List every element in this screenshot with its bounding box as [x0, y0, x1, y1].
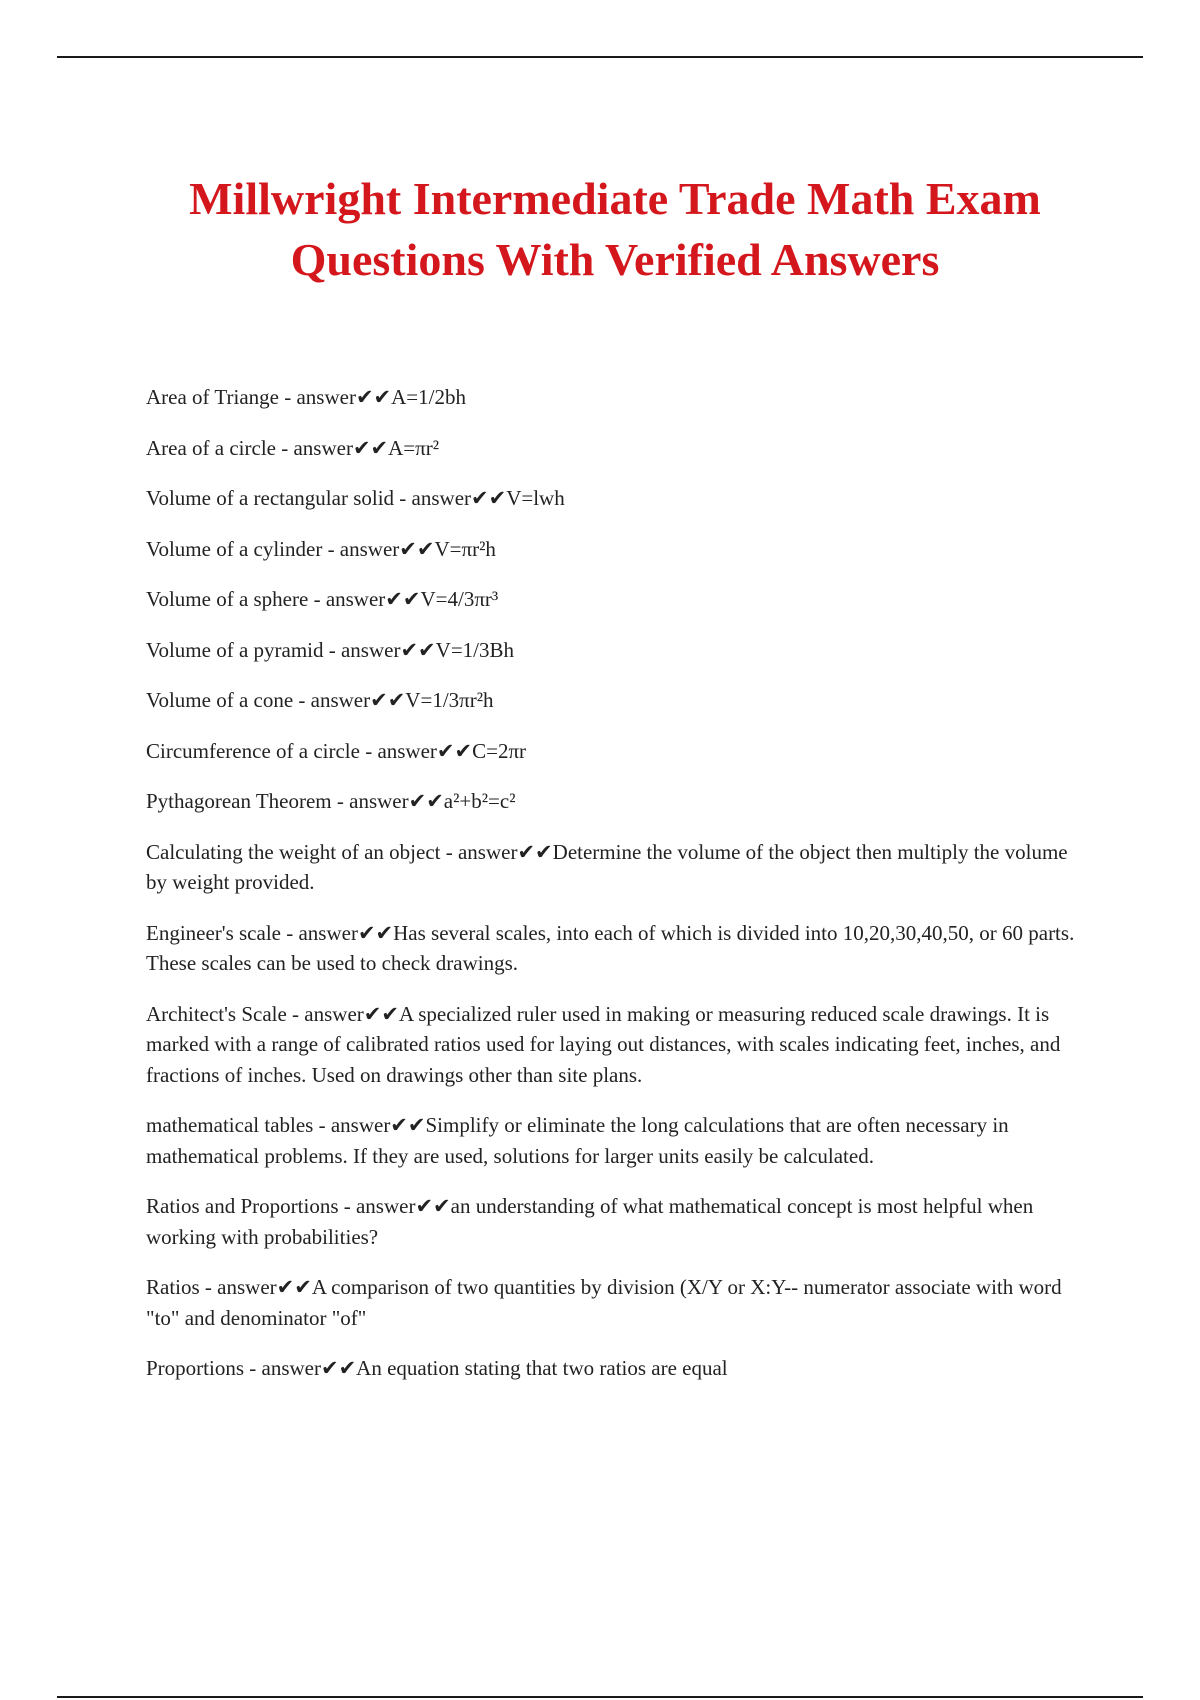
qa-item-volume-pyramid: Volume of a pyramid - answer✔✔V=1/3Bh: [146, 637, 515, 662]
qa-item-circumference-circle: Circumference of a circle - answer✔✔C=2πr: [146, 738, 527, 763]
qa-item-engineers-scale: Engineer's scale - answer✔✔Has several scales, into each of which is divided into 10,20,30,40,50, or 60 parts. These scales can be used to check drawings.: [146, 920, 1075, 975]
qa-item-volume-rectangular-solid: Volume of a rectangular solid - answer✔✔V=lwh: [146, 486, 565, 510]
qa-item-area-triangle: Area of Triange - answer✔✔A=1/2bh: [146, 385, 466, 409]
qa-item-volume-cylinder: Volume of a cylinder - answer✔✔V=πr²h: [146, 536, 496, 561]
header-rule: [57, 56, 1143, 58]
qa-item-architects-scale: Architect's Scale - answer✔✔A specialized ruler used in making or measuring reduced scale drawings. It is marked with a range of calibrated ratios used for laying out distances, with scales indicating feet, inches, and fractions of inches. Used on drawings other than site plans.: [146, 1001, 1061, 1087]
qa-item-weight-of-object: Calculating the weight of an object - answer✔✔Determine the volume of the object then multiply the volume by weight provided.: [146, 839, 1068, 894]
qa-item-mathematical-tables: mathematical tables - answer✔✔Simplify or eliminate the long calculations that are often necessary in mathematical problems. If they are used, solutions for larger units easily be calculated.: [146, 1113, 1009, 1168]
qa-item-ratios-and-proportions: Ratios and Proportions - answer✔✔an understanding of what mathematical concept is most helpful when working with probabilities?: [146, 1194, 1034, 1249]
title-line-1: Millwright Intermediate Trade Math Exam: [189, 173, 1041, 224]
qa-item-proportions: Proportions - answer✔✔An equation stating that two ratios are equal: [146, 1356, 728, 1380]
qa-item-volume-sphere: Volume of a sphere - answer✔✔V=4/3πr³: [146, 587, 499, 611]
qa-item-area-circle: Area of a circle - answer✔✔A=πr²: [146, 435, 440, 460]
footer-rule: [57, 1696, 1143, 1698]
document-title: [80, 168, 1150, 290]
qa-item-pythagorean-theorem: Pythagorean Theorem - answer✔✔a²+b²=c²: [146, 789, 516, 813]
qa-item-ratios: Ratios - answer✔✔A comparison of two quantities by division (X/Y or X:Y-- numerator associate with word "to" and denominator "of": [146, 1275, 1062, 1330]
qa-item-volume-cone: Volume of a cone - answer✔✔V=1/3πr²h: [146, 688, 494, 712]
title-line-2: Questions With Verified Answers: [290, 234, 940, 285]
qa-list: [146, 382, 1086, 1404]
